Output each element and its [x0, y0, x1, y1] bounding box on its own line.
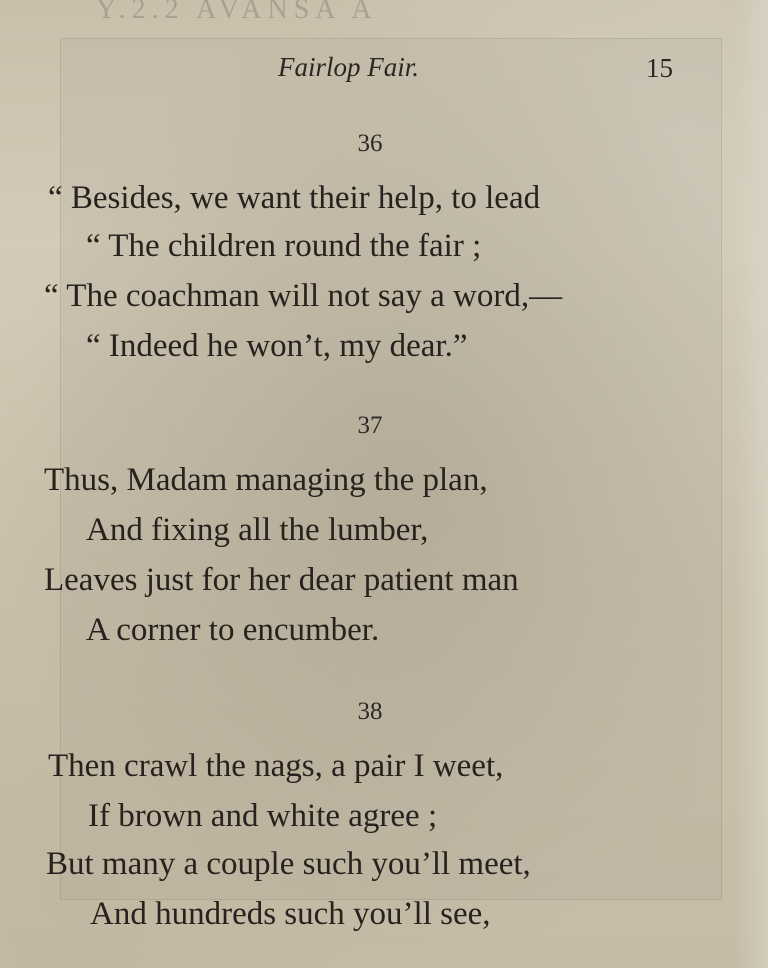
verse-line: “ Indeed he won’t, my dear.” [86, 328, 468, 364]
verse-line: Leaves just for her dear patient man [44, 562, 519, 598]
verse-line: A corner to encumber. [86, 612, 380, 648]
running-head: Fairlop Fair. [278, 52, 420, 82]
verse-line: Then crawl the nags, a pair I weet, [48, 748, 504, 784]
verse-line: Thus, Madam managing the plan, [44, 462, 488, 498]
page-number: 15 [646, 53, 673, 83]
verse-line: “ The children round the fair ; [86, 228, 482, 264]
stanza-number: 36 [357, 130, 383, 157]
verse-line: “ The coachman will not say a word,— [44, 278, 563, 314]
page-edge-shade [734, 0, 768, 968]
verse-line: And hundreds such you’ll see, [90, 896, 491, 932]
verse-line: But many a couple such you’ll meet, [46, 846, 531, 882]
verse-line: If brown and white agree ; [88, 798, 438, 834]
verse-line: “ Besides, we want their help, to lead [48, 180, 541, 216]
bleed-through-text: Y.2.2 AVANSA A [96, 0, 378, 25]
verse-line: And fixing all the lumber, [86, 512, 429, 548]
stanza-number: 37 [357, 412, 383, 439]
stanza-number: 38 [357, 698, 383, 725]
